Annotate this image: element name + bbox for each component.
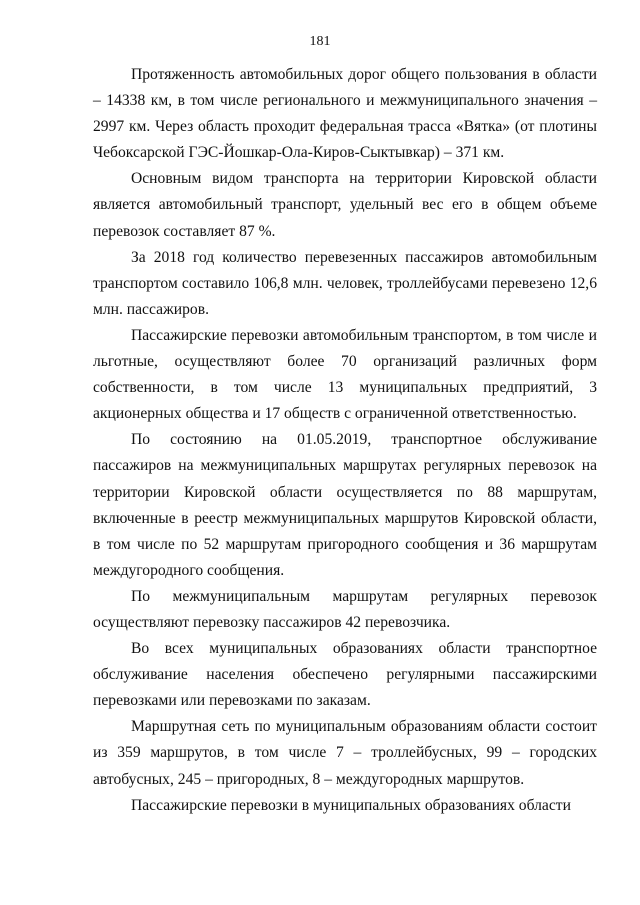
paragraph: По межмуниципальным маршрутам регулярных перевозок осуществляют перевозку пассажиров 42 перевозчика.	[93, 587, 597, 631]
paragraph: Пассажирские перевозки в муниципальных образованиях области	[131, 796, 571, 814]
paragraph: За 2018 год количество перевезенных пассажиров автомобильным транспортом составило 106,8 млн. человек, троллейбусами перевезено 12,6 млн. пассажиров.	[93, 248, 597, 318]
paragraph: По состоянию на 01.05.2019, транспортное обслуживание пассажиров на межмуниципальных маршрутах регулярных перевозок на территории Кировской области осуществляется по 88 маршрутам, включенные в реестр межмуниципальных маршрутов Кировской области, в том числе по 52 маршрутам пригородного сообщения и 36 маршрутам междугородного сообщения.	[93, 431, 597, 579]
paragraph: Протяженность автомобильных дорог общего пользования в области – 14338 км, в том числе регионального и межмуниципального значения – 2997 км. Через область проходит федеральная трасса «Вятка» (от плотины Чебоксарской ГЭС-Йошкар-Ола-Киров-Сыктывкар) – 371 км.	[93, 66, 597, 162]
paragraph: Маршрутная сеть по муниципальным образованиям области состоит из 359 маршрутов, в том числе 7 – троллейбусных, 99 – городских автобусных, 245 – пригородных, 8 – междугородных маршрутов.	[93, 718, 597, 788]
document-body	[93, 62, 597, 819]
paragraph: Основным видом транспорта на территории Кировской области является автомобильный транспорт, удельный вес его в общем объеме перевозок составляет 87 %.	[93, 170, 597, 240]
page-number: 181	[309, 34, 331, 49]
paragraph: Во всех муниципальных образованиях области транспортное обслуживание населения обеспечено регулярными пассажирскими перевозками или перевозками по заказам.	[93, 640, 597, 710]
paragraph: Пассажирские перевозки автомобильным транспортом, в том числе и льготные, осуществляют более 70 организаций различных форм собственности, в том числе 13 муниципальных предприятий, 3 акционерных общества и 17 обществ с ограниченной ответственностью.	[93, 326, 597, 423]
